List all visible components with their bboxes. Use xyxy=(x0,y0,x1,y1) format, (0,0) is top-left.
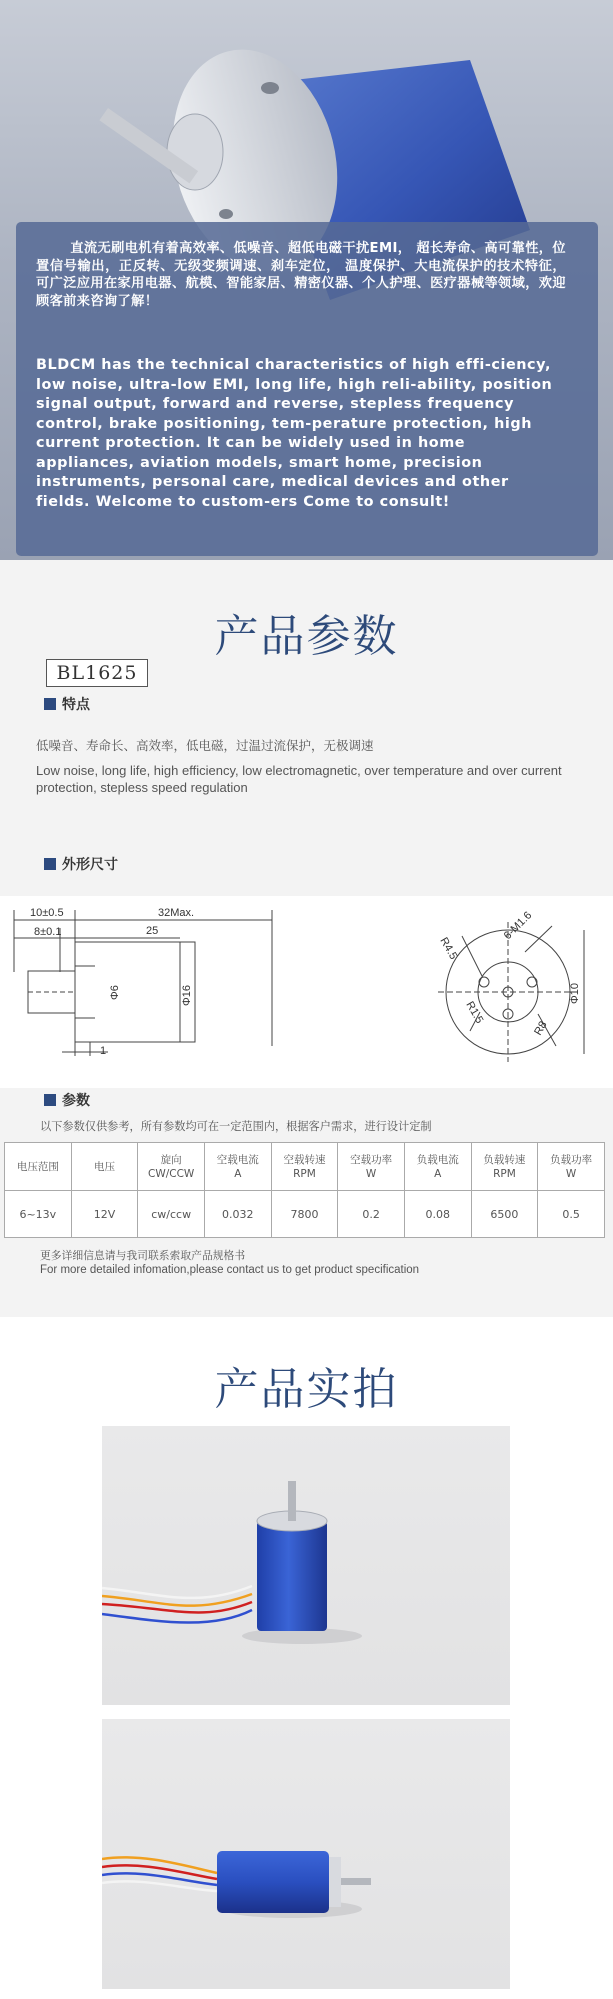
dim-label-5: Φ6 xyxy=(109,985,121,1000)
table-cell: 0.2 xyxy=(338,1191,405,1238)
spec-table xyxy=(4,1142,605,1238)
table-cell: 0.032 xyxy=(204,1191,271,1238)
table-header-row xyxy=(5,1143,605,1191)
dimensions-heading: 外形尺寸 xyxy=(44,854,118,874)
motor-photo-image xyxy=(102,1426,510,1705)
more-info-en: For more detailed infomation,please contact us to get product specification xyxy=(40,1264,420,1276)
features-text-cn: 低噪音、寿命长、高效率，低电磁，过温过流保护，无极调速 xyxy=(36,738,374,753)
dim-label-4: 25 xyxy=(146,925,159,937)
features-heading: 特点 xyxy=(44,694,90,714)
parameters-title: 产品参数 xyxy=(214,611,399,662)
table-cell: 6~13v xyxy=(5,1191,72,1238)
dim-label-r2: 6-M1.6 xyxy=(501,909,535,943)
photos-section xyxy=(0,1317,613,1999)
table-header: 电压范围 xyxy=(5,1143,72,1191)
table-header: 空载转速 RPM xyxy=(271,1143,338,1191)
table-header: 空载功率 W xyxy=(338,1143,405,1191)
dim-label-r5: Φ10 xyxy=(569,982,581,1004)
table-cell: 0.5 xyxy=(538,1191,605,1238)
intro-text-cn: 直流无刷电机有着高效率、低噪音、超低电磁干扰EMI， 超长寿命、高可靠性，位置信号输出，正反转、无级变频调速、刹车定位， 温度保护、大电流保护的技术特征，可广泛应用在家用电器、航模、智能家居、精密仪器、个人护理、医疗器械等领域，欢迎顾客前来咨询了解！ xyxy=(36,241,566,309)
model-number: BL1625 xyxy=(46,659,148,687)
more-info-cn: 更多详细信息请与我司联系索取产品规格书 xyxy=(40,1249,246,1262)
dim-label-r1: R4.5 xyxy=(437,935,460,962)
square-bullet-icon xyxy=(44,858,56,870)
dim-label-7: 1 xyxy=(100,1045,107,1057)
photos-title: 产品实拍 xyxy=(214,1364,399,1415)
params-heading: 参数 xyxy=(44,1090,90,1110)
square-bullet-icon xyxy=(44,1094,56,1106)
dim-label-2: 32Max. xyxy=(158,907,195,919)
intro-text-en: BLDCM has the technical characteristics of high effi-ciency, low noise, ultra-low EMI, long life, high reli-ability, position signal output, forward and reverse, stepless frequency control, brake positioning, tem-perature protection, high current protection. It can be widely used in home appliances, aviation models, smart home, precision instruments, personal care, medical devices and other fields. Welcome to custom-ers Come to consult! xyxy=(36,357,553,510)
table-cell: 7800 xyxy=(271,1191,338,1238)
dim-label-r4: R8 xyxy=(532,1019,550,1038)
table-header: 负载转速 RPM xyxy=(471,1143,538,1191)
table-header: 电压 xyxy=(71,1143,138,1191)
dim-label-6: Φ16 xyxy=(181,984,193,1006)
table-header: 负载电流 A xyxy=(404,1143,471,1191)
table-header: 旋向 CW/CCW xyxy=(138,1143,205,1191)
dim-label-3: 8±0.1 xyxy=(34,926,62,938)
features-text-en: Low noise, long life, high efficiency, low electromagnetic, over temperature and over current protection, stepless speed regulation xyxy=(36,763,562,795)
table-header: 负载功率 W xyxy=(538,1143,605,1191)
hero-banner xyxy=(0,0,613,560)
table-row xyxy=(5,1191,605,1238)
dimension-drawing xyxy=(0,896,613,1088)
motor-photo-image xyxy=(102,1719,510,1989)
product-photo-2 xyxy=(102,1719,510,1989)
product-photo-1 xyxy=(102,1426,510,1705)
table-cell: 0.08 xyxy=(404,1191,471,1238)
table-cell: 12V xyxy=(71,1191,138,1238)
table-cell: cw/ccw xyxy=(138,1191,205,1238)
table-header: 空载电流 A xyxy=(204,1143,271,1191)
params-note: 以下参数仅供参考，所有参数均可在一定范围内，根据客户需求，进行设计定制 xyxy=(40,1120,432,1133)
parameters-section xyxy=(0,560,613,1317)
dim-label-r3: R1.5 xyxy=(463,999,486,1026)
dim-label-1: 10±0.5 xyxy=(30,907,64,919)
square-bullet-icon xyxy=(44,698,56,710)
table-cell: 6500 xyxy=(471,1191,538,1238)
